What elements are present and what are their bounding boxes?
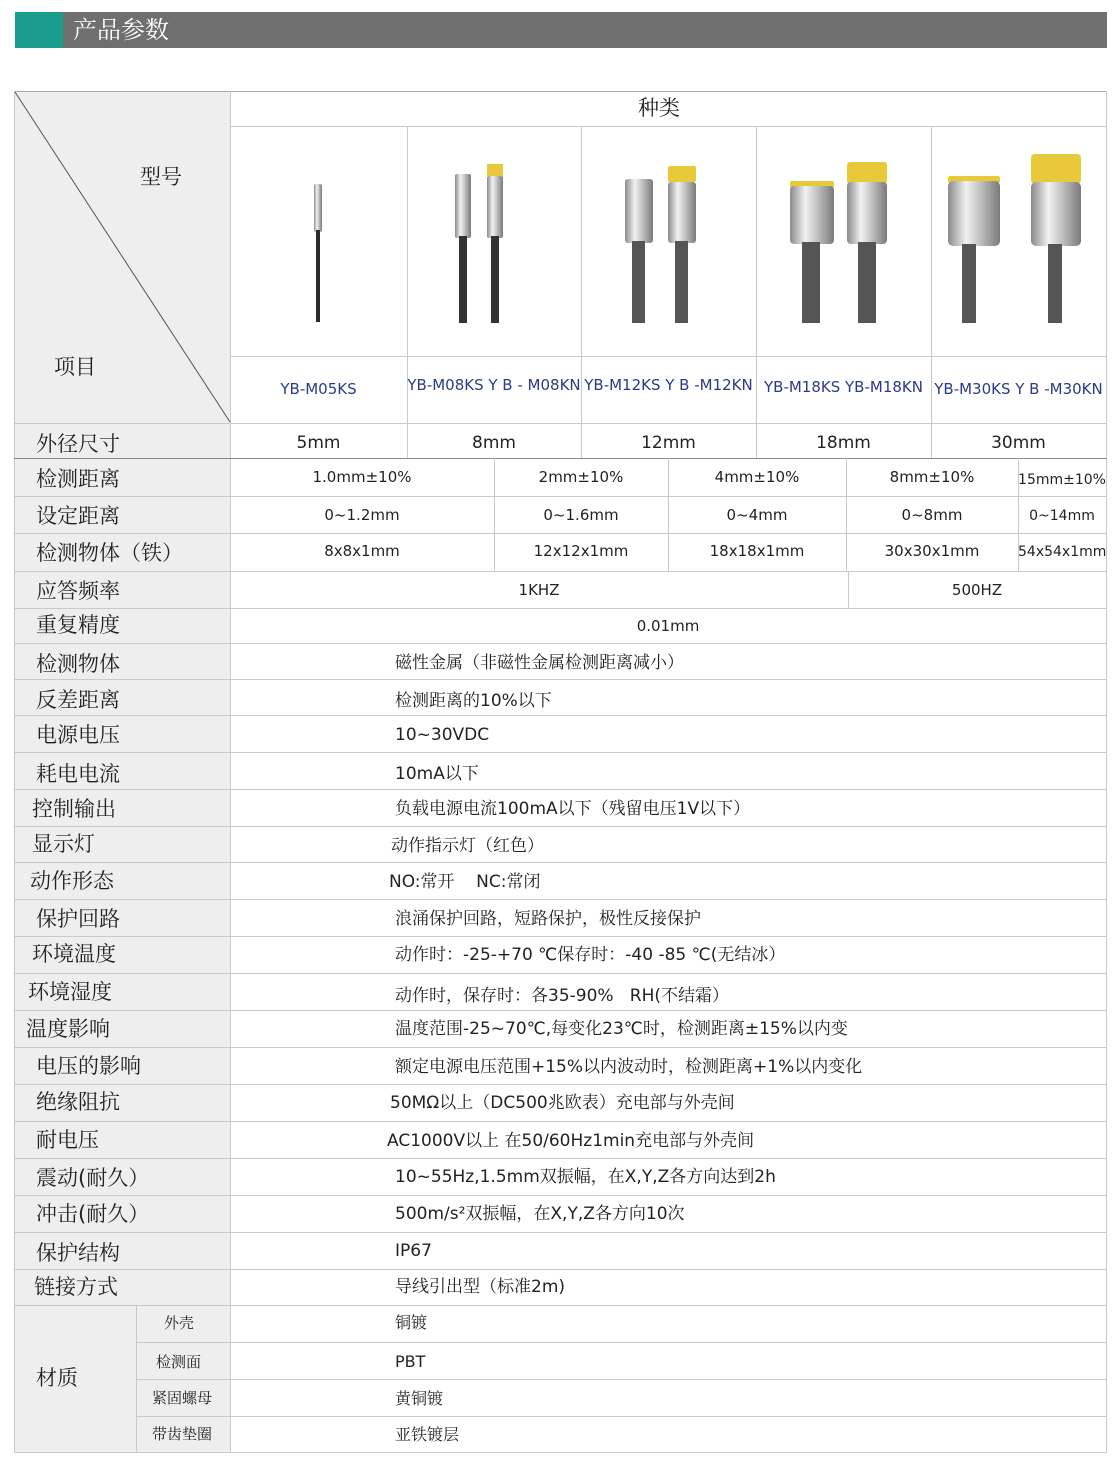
sensor-image-m05 [230, 126, 407, 356]
spec-value: 50MΩ以上（DC500兆欧表）充电部与外壳间 [390, 1093, 735, 1113]
material-value: PBT [395, 1352, 426, 1371]
spec-label: 环境湿度 [28, 980, 112, 1004]
sensor-image-m08 [407, 126, 581, 356]
spec-value: 检测距离的10%以下 [395, 691, 552, 711]
material-sub-label: 外壳 [164, 1314, 195, 1332]
model-name: YB-M08KS Y B - M08KN [407, 376, 581, 394]
set-distance-value: 0~1.6mm [543, 506, 619, 524]
spec-label: 震动(耐久） [36, 1166, 150, 1190]
detect-distance-value: 1.0mm±10% [312, 468, 412, 486]
material-value: 黄铜镀 [395, 1389, 444, 1408]
spec-label: 检测物体 [36, 652, 120, 676]
repeat-accuracy-value: 0.01mm [636, 617, 700, 635]
spec-value: 500m/s²双振幅，在X,Y,Z各方向10次 [395, 1204, 685, 1224]
category-label: 种类 [638, 96, 680, 120]
spec-label: 保护回路 [36, 907, 120, 931]
diameter-value: 30mm [991, 433, 1046, 453]
spec-label: 保护结构 [36, 1241, 120, 1265]
diameter-value: 5mm [296, 433, 341, 453]
spec-label: 反差距离 [36, 688, 120, 712]
corner-item-label: 项目 [54, 355, 96, 379]
spec-value: 磁性金属（非磁性金属检测距离减小） [395, 653, 684, 673]
repeat-accuracy-label: 重复精度 [36, 613, 120, 637]
detect-distance-value: 8mm±10% [889, 468, 975, 486]
spec-value: 额定电源电压范围+15%以内波动时，检测距离+1%以内变化 [395, 1057, 863, 1077]
sensor-image-m12 [581, 126, 756, 356]
spec-label: 耐电压 [36, 1128, 99, 1152]
spec-table [14, 91, 1107, 1453]
spec-label: 冲击(耐久） [36, 1202, 150, 1226]
material-value: 铜镀 [395, 1313, 428, 1332]
response-freq-value: 1KHZ [518, 581, 560, 599]
diameter-label: 外径尺寸 [36, 432, 120, 456]
iron-object-value: 8x8x1mm [324, 542, 400, 560]
set-distance-value: 0~4mm [726, 506, 788, 524]
spec-label: 电源电压 [36, 723, 120, 747]
spec-label: 动作形态 [30, 869, 114, 893]
spec-value: 动作指示灯（红色） [391, 836, 544, 856]
set-distance-value: 0~8mm [901, 506, 963, 524]
material-sub-label: 带齿垫圈 [152, 1425, 213, 1443]
material-label: 材质 [36, 1366, 78, 1390]
model-name: YB-M12KS Y B -M12KN [584, 376, 753, 394]
spec-label: 温度影响 [26, 1017, 110, 1041]
spec-label: 显示灯 [32, 832, 95, 856]
spec-value: 负载电源电流100mA以下（残留电压1V以下） [395, 799, 751, 819]
spec-value: 导线引出型（标准2m) [395, 1277, 566, 1297]
set-distance-value: 0~14mm [1029, 508, 1095, 524]
spec-label: 耗电电流 [36, 762, 120, 786]
diameter-value: 18mm [816, 433, 871, 453]
spec-value: AC1000V以上 在50/60Hz1min充电部与外壳间 [387, 1131, 755, 1151]
model-name: YB-M30KS Y B -M30KN [934, 380, 1103, 398]
material-value: 亚铁镀层 [395, 1425, 460, 1444]
spec-label: 绝缘阻抗 [36, 1090, 120, 1114]
material-sub-label: 紧固螺母 [152, 1389, 213, 1407]
detect-distance-value: 2mm±10% [538, 468, 624, 486]
detect-distance-value: 4mm±10% [714, 468, 800, 486]
spec-value: NO:常开 NC:常闭 [389, 872, 541, 892]
spec-label: 链接方式 [34, 1275, 118, 1299]
corner-diagonal [14, 91, 231, 423]
diameter-value: 12mm [641, 433, 696, 453]
set-distance-value: 0~1.2mm [324, 506, 400, 524]
detect-distance-value: 15mm±10% [1018, 472, 1106, 488]
banner-accent [15, 12, 63, 48]
response-freq-value: 500HZ [951, 581, 1003, 599]
model-name: YB-M18KS YB-M18KN [764, 378, 923, 396]
iron-object-value: 18x18x1mm [709, 542, 805, 560]
corner-model-label: 型号 [140, 165, 182, 189]
section-title: 产品参数 [73, 16, 169, 44]
sensor-image-m30 [931, 126, 1106, 356]
iron-object-label: 检测物体（铁） [36, 541, 183, 565]
spec-value: 动作时：-25-+70 ℃保存时：-40 -85 ℃(无结冰） [395, 945, 786, 965]
sensor-image-m18 [756, 126, 931, 356]
model-name: YB-M05KS [280, 380, 357, 398]
spec-value: 10~30VDC [395, 725, 490, 745]
spec-value: IP67 [395, 1241, 432, 1261]
spec-value: 10~55Hz,1.5mm双振幅，在X,Y,Z各方向达到2h [395, 1167, 776, 1187]
section-banner [15, 12, 1107, 48]
set-distance-label: 设定距离 [36, 504, 120, 528]
iron-object-value: 54x54x1mm [1018, 544, 1107, 560]
spec-value: 10mA以下 [395, 764, 479, 784]
iron-object-value: 30x30x1mm [884, 542, 980, 560]
diameter-value: 8mm [472, 433, 516, 453]
spec-label: 电压的影响 [36, 1054, 141, 1078]
spec-label: 控制输出 [32, 797, 116, 821]
iron-object-value: 12x12x1mm [533, 542, 629, 560]
spec-value: 动作时，保存时：各35-90% RH(不结霜） [395, 986, 729, 1006]
response-freq-label: 应答频率 [36, 579, 120, 603]
material-sub-label: 检测面 [156, 1353, 202, 1371]
spec-label: 环境温度 [32, 942, 116, 966]
detect-distance-label: 检测距离 [36, 467, 120, 491]
spec-value: 浪涌保护回路，短路保护，极性反接保护 [395, 909, 701, 929]
spec-value: 温度范围-25~70℃,每变化23℃时，检测距离±15%以内变 [395, 1019, 848, 1039]
